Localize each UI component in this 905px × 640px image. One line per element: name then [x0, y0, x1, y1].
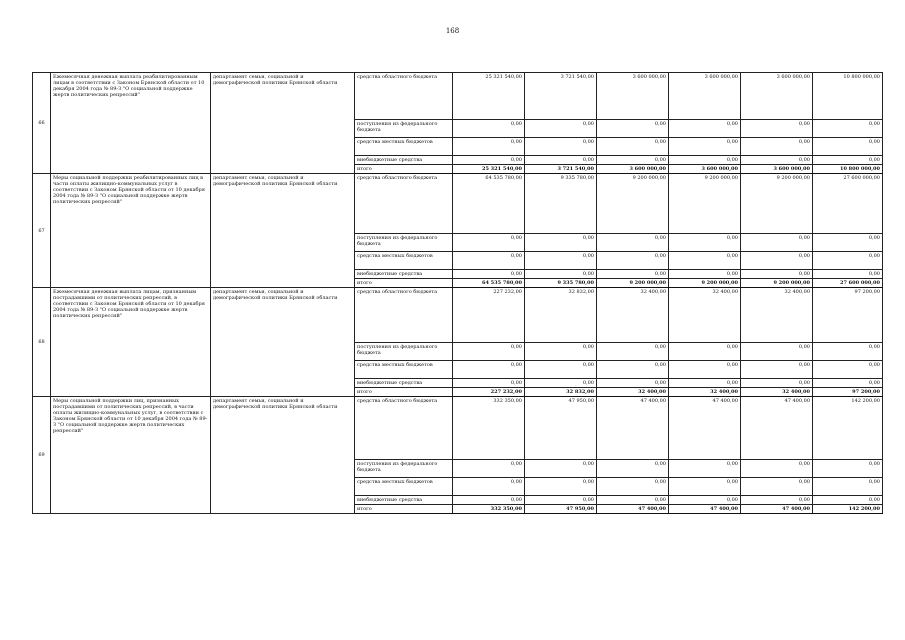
- amount-cell: 47 400,00: [669, 505, 741, 514]
- amount-cell: 32 832,00: [525, 288, 597, 343]
- amount-cell: 0,00: [525, 156, 597, 165]
- row-index: 68: [33, 288, 51, 397]
- amount-cell: 0,00: [741, 156, 813, 165]
- amount-cell: 32 400,00: [597, 388, 669, 397]
- amount-cell: 0,00: [453, 156, 525, 165]
- amount-cell: 0,00: [813, 138, 883, 156]
- amount-cell: 32 400,00: [741, 388, 813, 397]
- amount-cell: 64 535 780,00: [453, 279, 525, 288]
- amount-cell: 0,00: [813, 361, 883, 379]
- amount-cell: 9 200 000,00: [669, 279, 741, 288]
- amount-cell: 0,00: [669, 138, 741, 156]
- amount-cell: 0,00: [453, 138, 525, 156]
- amount-cell: 97 200,00: [813, 388, 883, 397]
- amount-cell: 0,00: [813, 460, 883, 478]
- amount-cell: 0,00: [813, 156, 883, 165]
- amount-cell: 0,00: [597, 270, 669, 279]
- budget-table: [32, 72, 883, 514]
- row-index: 67: [33, 174, 51, 288]
- amount-cell: 47 950,00: [525, 505, 597, 514]
- amount-cell: 47 400,00: [741, 397, 813, 460]
- amount-cell: 0,00: [669, 120, 741, 138]
- executor: департамент семьи, социальной и демографической политики Брянской области: [211, 73, 355, 174]
- funding-source: поступления из федерального бюджета: [355, 234, 453, 252]
- amount-cell: 0,00: [741, 478, 813, 496]
- amount-cell: 0,00: [669, 270, 741, 279]
- amount-cell: 0,00: [741, 252, 813, 270]
- amount-cell: 142 200,00: [813, 505, 883, 514]
- measure-name: Меры социальной поддержки лиц, признанных пострадавшими от политических репрессий, в части оплаты жилищно-коммунальных услуг, в соответствии с Законом Брянской области от 10 декабря 2004 года № 89-З "О социальной поддержке жертв политических репрессий": [51, 397, 211, 514]
- amount-cell: 0,00: [525, 270, 597, 279]
- amount-cell: 32 832,00: [525, 388, 597, 397]
- amount-cell: 32 400,00: [669, 288, 741, 343]
- amount-cell: 0,00: [597, 343, 669, 361]
- amount-cell: 3 600 000,00: [741, 73, 813, 120]
- table-row: [33, 397, 883, 460]
- amount-cell: 25 321 540,00: [453, 165, 525, 174]
- amount-cell: 0,00: [741, 120, 813, 138]
- amount-cell: 0,00: [453, 496, 525, 505]
- amount-cell: 0,00: [597, 120, 669, 138]
- amount-cell: 3 721 540,00: [525, 165, 597, 174]
- funding-source: средства областного бюджета: [355, 73, 453, 120]
- amount-cell: 0,00: [741, 460, 813, 478]
- amount-cell: 9 200 000,00: [597, 279, 669, 288]
- funding-source: итого: [355, 279, 453, 288]
- amount-cell: 64 535 780,00: [453, 174, 525, 234]
- amount-cell: 0,00: [741, 343, 813, 361]
- amount-cell: 0,00: [453, 252, 525, 270]
- amount-cell: 97 200,00: [813, 288, 883, 343]
- amount-cell: 0,00: [669, 379, 741, 388]
- amount-cell: 0,00: [813, 478, 883, 496]
- funding-source: средства областного бюджета: [355, 174, 453, 234]
- amount-cell: 0,00: [525, 120, 597, 138]
- amount-cell: 10 800 000,00: [813, 165, 883, 174]
- funding-source: итого: [355, 388, 453, 397]
- amount-cell: 3 600 000,00: [597, 73, 669, 120]
- measure-name: Ежемесячная денежная выплата лицам, признанным пострадавшими от политических репрессий, в соответствии с Законом Брянской области от 10 декабря 2004 года № 89-З "О социальной поддержке жертв политических репрессий": [51, 288, 211, 397]
- amount-cell: 0,00: [597, 138, 669, 156]
- amount-cell: 0,00: [741, 270, 813, 279]
- amount-cell: 0,00: [597, 252, 669, 270]
- funding-source: внебюджетные средства: [355, 379, 453, 388]
- amount-cell: 0,00: [597, 496, 669, 505]
- funding-source: средства местных бюджетов: [355, 252, 453, 270]
- amount-cell: 47 950,00: [525, 397, 597, 460]
- amount-cell: 25 321 540,00: [453, 73, 525, 120]
- funding-source: поступления из федерального бюджета: [355, 460, 453, 478]
- measure-name: Меры социальной поддержки реабилитированных лиц в части оплаты жилищно-коммунальных услуг в соответствии с Законом Брянской области от 10 декабря 2004 года № 89-З "О социальной поддержке жертв политических репрессий": [51, 174, 211, 288]
- funding-source: поступления из федерального бюджета: [355, 343, 453, 361]
- amount-cell: 47 400,00: [597, 505, 669, 514]
- amount-cell: 0,00: [453, 270, 525, 279]
- amount-cell: 0,00: [453, 460, 525, 478]
- amount-cell: 332 350,00: [453, 397, 525, 460]
- amount-cell: 0,00: [453, 379, 525, 388]
- amount-cell: 0,00: [669, 460, 741, 478]
- amount-cell: 3 721 540,00: [525, 73, 597, 120]
- funding-source: средства областного бюджета: [355, 397, 453, 460]
- funding-source: внебюджетные средства: [355, 270, 453, 279]
- amount-cell: 0,00: [741, 234, 813, 252]
- page-number: 168: [445, 27, 460, 35]
- table-row: [33, 73, 883, 120]
- amount-cell: 332 350,00: [453, 505, 525, 514]
- amount-cell: 0,00: [669, 156, 741, 165]
- funding-source: итого: [355, 505, 453, 514]
- funding-source: средства местных бюджетов: [355, 138, 453, 156]
- amount-cell: 0,00: [669, 361, 741, 379]
- amount-cell: 3 600 000,00: [669, 73, 741, 120]
- amount-cell: 227 232,00: [453, 288, 525, 343]
- amount-cell: 10 800 000,00: [813, 73, 883, 120]
- amount-cell: 0,00: [453, 343, 525, 361]
- table-body: [33, 73, 883, 514]
- amount-cell: 0,00: [597, 379, 669, 388]
- amount-cell: 9 200 000,00: [597, 174, 669, 234]
- table-row: [33, 288, 883, 343]
- amount-cell: 27 600 000,00: [813, 279, 883, 288]
- amount-cell: 9 200 000,00: [669, 174, 741, 234]
- amount-cell: 0,00: [741, 138, 813, 156]
- amount-cell: 0,00: [525, 460, 597, 478]
- amount-cell: 27 600 000,00: [813, 174, 883, 234]
- amount-cell: 9 200 000,00: [741, 279, 813, 288]
- funding-source: средства областного бюджета: [355, 288, 453, 343]
- amount-cell: 3 600 000,00: [741, 165, 813, 174]
- amount-cell: 0,00: [597, 478, 669, 496]
- amount-cell: 0,00: [525, 234, 597, 252]
- amount-cell: 0,00: [813, 379, 883, 388]
- executor: департамент семьи, социальной и демографической политики Брянской области: [211, 397, 355, 514]
- amount-cell: 32 400,00: [741, 288, 813, 343]
- executor: департамент семьи, социальной и демографической политики Брянской области: [211, 174, 355, 288]
- amount-cell: 47 400,00: [741, 505, 813, 514]
- executor: департамент семьи, социальной и демографической политики Брянской области: [211, 288, 355, 397]
- amount-cell: 0,00: [525, 379, 597, 388]
- amount-cell: 0,00: [669, 343, 741, 361]
- amount-cell: 0,00: [741, 361, 813, 379]
- amount-cell: 0,00: [597, 156, 669, 165]
- amount-cell: 0,00: [669, 478, 741, 496]
- funding-source: средства местных бюджетов: [355, 478, 453, 496]
- amount-cell: 142 200,00: [813, 397, 883, 460]
- amount-cell: 32 400,00: [669, 388, 741, 397]
- funding-source: средства местных бюджетов: [355, 361, 453, 379]
- amount-cell: 0,00: [525, 343, 597, 361]
- amount-cell: 47 400,00: [597, 397, 669, 460]
- row-index: 69: [33, 397, 51, 514]
- amount-cell: 47 400,00: [669, 397, 741, 460]
- amount-cell: 0,00: [813, 252, 883, 270]
- amount-cell: 9 335 780,00: [525, 174, 597, 234]
- amount-cell: 9 335 780,00: [525, 279, 597, 288]
- amount-cell: 0,00: [813, 270, 883, 279]
- amount-cell: 3 600 000,00: [669, 165, 741, 174]
- amount-cell: 0,00: [597, 460, 669, 478]
- amount-cell: 0,00: [453, 234, 525, 252]
- amount-cell: 227 232,00: [453, 388, 525, 397]
- amount-cell: 0,00: [813, 496, 883, 505]
- amount-cell: 0,00: [525, 138, 597, 156]
- amount-cell: 0,00: [525, 252, 597, 270]
- amount-cell: 0,00: [453, 478, 525, 496]
- measure-name: Ежемесячная денежная выплата реабилитированным лицам в соответствии с Законом Брянской области от 10 декабря 2004 года № 89-З "О социальной поддержке жертв политических репрессий": [51, 73, 211, 174]
- amount-cell: 0,00: [813, 234, 883, 252]
- amount-cell: 0,00: [453, 361, 525, 379]
- amount-cell: 0,00: [669, 496, 741, 505]
- amount-cell: 0,00: [813, 120, 883, 138]
- amount-cell: 0,00: [669, 252, 741, 270]
- amount-cell: 0,00: [597, 361, 669, 379]
- funding-source: внебюджетные средства: [355, 156, 453, 165]
- amount-cell: 0,00: [741, 379, 813, 388]
- amount-cell: 32 400,00: [597, 288, 669, 343]
- amount-cell: 0,00: [525, 496, 597, 505]
- amount-cell: 9 200 000,00: [741, 174, 813, 234]
- funding-source: итого: [355, 165, 453, 174]
- amount-cell: 0,00: [453, 120, 525, 138]
- amount-cell: 0,00: [525, 478, 597, 496]
- amount-cell: 0,00: [525, 361, 597, 379]
- amount-cell: 0,00: [741, 496, 813, 505]
- amount-cell: 3 600 000,00: [597, 165, 669, 174]
- table-row: [33, 174, 883, 234]
- amount-cell: 0,00: [669, 234, 741, 252]
- funding-source: поступления из федерального бюджета: [355, 120, 453, 138]
- amount-cell: 0,00: [597, 234, 669, 252]
- funding-source: внебюджетные средства: [355, 496, 453, 505]
- row-index: 66: [33, 73, 51, 174]
- amount-cell: 0,00: [813, 343, 883, 361]
